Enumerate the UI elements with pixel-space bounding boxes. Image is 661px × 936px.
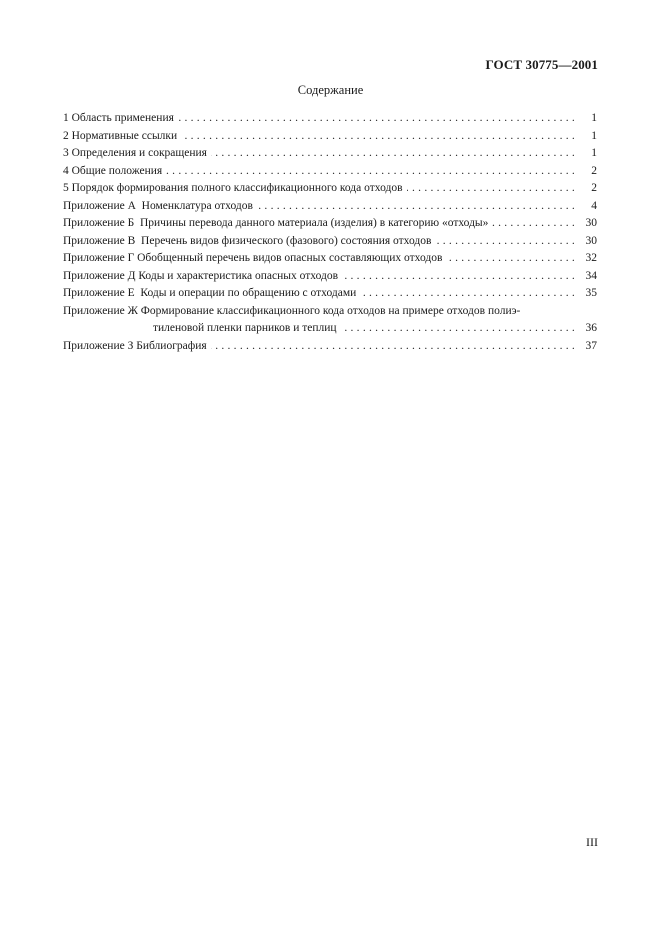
toc-entry-page: 1 [591, 112, 597, 124]
toc-entry-1[interactable] [63, 110, 597, 128]
toc-entry-2[interactable] [63, 128, 597, 146]
dot-leader [178, 110, 575, 128]
toc-entry-number: Приложение А [63, 199, 136, 212]
dot-leader [342, 268, 575, 286]
toc-entry-page: 30 [585, 217, 597, 229]
toc-title: Содержание [297, 83, 364, 97]
toc-entry-page: 4 [591, 199, 597, 212]
toc-entry-label: Нормативные ссылки [71, 129, 178, 142]
toc-entry-second-line [63, 320, 597, 338]
toc-entry-3[interactable] [63, 145, 597, 163]
toc-entry-number: 3 [63, 147, 69, 159]
dot-leader [211, 338, 575, 356]
toc-entry-number: Приложение Г [63, 252, 135, 264]
toc-entry-page: 1 [591, 147, 597, 159]
toc-entry-page: 30 [585, 234, 597, 247]
toc-entry-page: 2 [591, 182, 597, 194]
toc-entry-label: Определения и сокращения [71, 147, 207, 159]
dot-leader [407, 180, 575, 198]
toc-entry-number: 4 [63, 164, 69, 177]
toc-entry-label: Коды и операции по обращению с отходами [140, 287, 357, 299]
table-of-contents [63, 110, 597, 355]
toc-entry-page: 35 [585, 287, 597, 299]
toc-entry-number: Приложение З [63, 339, 134, 352]
toc-entry-5[interactable] [63, 180, 597, 198]
toc-entry-label-continuation: тиленовой пленки парников и теплиц [153, 322, 337, 334]
toc-entry-appendix-b[interactable] [63, 215, 597, 233]
toc-entry-label: Область применения [71, 112, 174, 124]
toc-entry-number: 2 [63, 129, 69, 142]
toc-entry-page: 36 [585, 322, 597, 334]
document-code: ГОСТ 30775—2001 [485, 57, 598, 72]
toc-entry-page: 37 [585, 339, 597, 352]
toc-entry-appendix-g[interactable] [63, 250, 597, 268]
toc-entry-number: 1 [63, 112, 69, 124]
toc-entry-label: Обобщенный перечень видов опасных составляющих отходов [137, 252, 443, 264]
toc-entry-label: Библиография [136, 339, 207, 352]
toc-entry-label: Перечень видов физического (фазового) состояния отходов [141, 234, 432, 247]
toc-entry-number: Приложение Б [63, 217, 135, 229]
dot-leader [446, 250, 575, 268]
toc-entry-number: Приложение Е [63, 287, 135, 299]
toc-entry-label: Порядок формирования полного классификационного кода отходов [71, 182, 403, 194]
dot-leader [341, 320, 575, 338]
toc-entry-number: 5 [63, 182, 69, 194]
toc-entry-appendix-e[interactable] [63, 285, 597, 303]
dot-leader [166, 163, 575, 181]
dot-leader [360, 285, 575, 303]
toc-entry-appendix-d[interactable] [63, 268, 597, 286]
dot-leader [435, 233, 575, 251]
toc-entry-label: Формирование классификационного кода отходов на примере отходов полиэ- [140, 304, 521, 317]
dot-leader [257, 198, 575, 216]
toc-entry-appendix-z[interactable] [63, 338, 597, 356]
page-number: III [586, 835, 598, 849]
dot-leader [181, 128, 575, 146]
toc-entry-label: Причины перевода данного материала (изделия) в категорию «отходы» [139, 217, 489, 229]
toc-entry-number: Приложение Ж [63, 304, 138, 317]
toc-entry-label: Общие положения [71, 164, 163, 177]
toc-entry-appendix-a[interactable] [63, 198, 597, 216]
dot-leader [211, 145, 575, 163]
toc-entry-label: Номенклатура отходов [141, 199, 253, 212]
dot-leader [492, 215, 575, 233]
toc-entry-number: Приложение В [63, 234, 136, 247]
toc-entry-page: 2 [591, 164, 597, 177]
toc-entry-first-line [63, 303, 597, 321]
toc-entry-page: 32 [585, 252, 597, 264]
toc-entry-4[interactable] [63, 163, 597, 181]
toc-entry-page: 34 [585, 269, 597, 282]
toc-entry-page: 1 [591, 129, 597, 142]
toc-entry-appendix-v[interactable] [63, 233, 597, 251]
toc-entry-number: Приложение Д [63, 269, 136, 282]
toc-entry-label: Коды и характеристика опасных отходов [138, 269, 339, 282]
toc-entry-appendix-zh[interactable] [63, 303, 597, 338]
